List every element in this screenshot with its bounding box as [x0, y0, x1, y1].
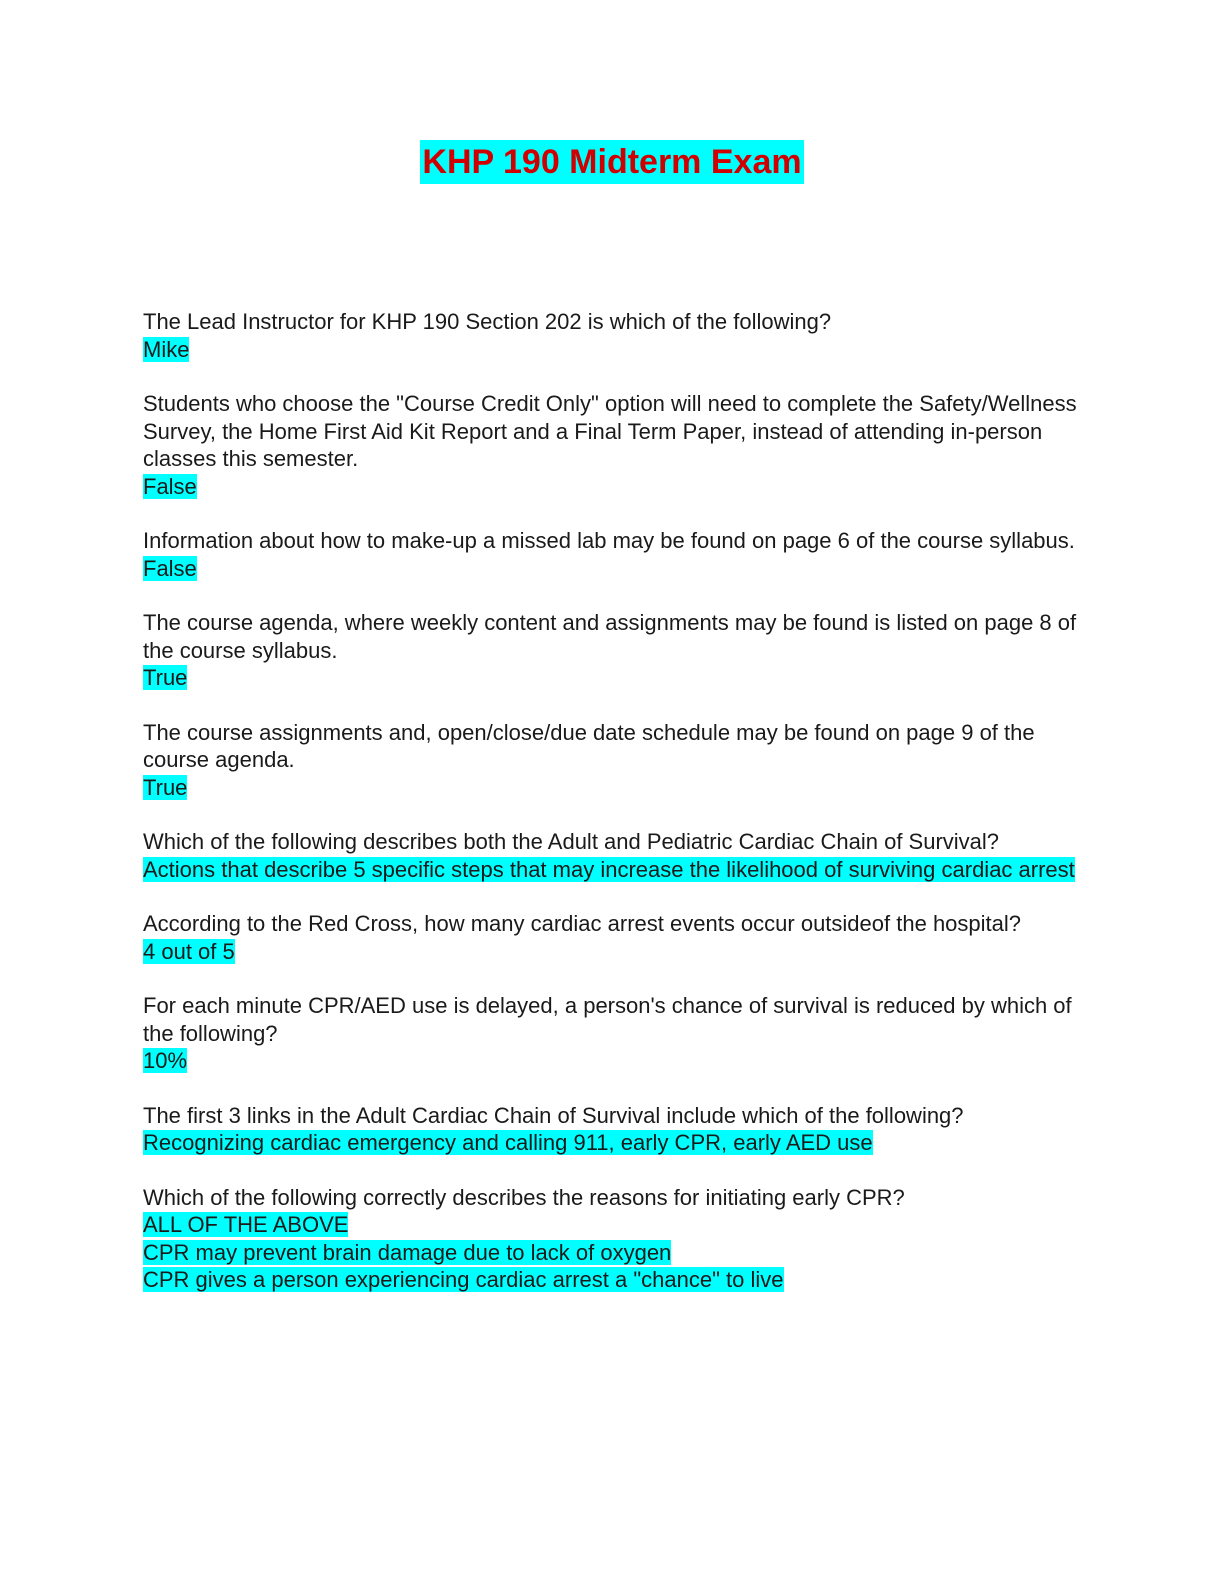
question-text: According to the Red Cross, how many cardiac arrest events occur outsideof the hospital?	[143, 911, 1022, 936]
question-text: The first 3 links in the Adult Cardiac Chain of Survival include which of the following?	[143, 1102, 964, 1128]
question-text: Which of the following correctly describes the reasons for initiating early CPR?	[143, 1184, 905, 1210]
answer-line	[143, 1047, 1083, 1075]
answer-text: CPR may prevent brain damage due to lack of oxygen	[143, 1239, 672, 1265]
answer-text: False	[143, 555, 197, 581]
qa-item	[143, 910, 1083, 965]
answer-line	[143, 336, 1083, 364]
answer-text: True	[143, 665, 188, 690]
qa-list	[143, 308, 1083, 1321]
question-text: For each minute CPR/AED use is delayed, a person's chance of survival is reduced by which of the following?	[143, 993, 1072, 1046]
answer-line	[143, 664, 1083, 692]
answer-text: True	[143, 774, 188, 800]
question-text: Which of the following describes both the Adult and Pediatric Cardiac Chain of Survival?	[143, 829, 1000, 854]
question-text: Information about how to make-up a missed lab may be found on page 6 of the course syllabus.	[143, 528, 1075, 553]
qa-item	[143, 992, 1083, 1075]
qa-item	[143, 1102, 1083, 1157]
page-title: KHP 190 Midterm Exam	[420, 140, 803, 184]
question-text: The course agenda, where weekly content and assignments may be found is listed on page 8 of the course syllabus.	[143, 610, 1077, 663]
answer-text: 4 out of 5	[143, 938, 235, 964]
qa-item	[143, 828, 1083, 883]
qa-item	[143, 390, 1083, 500]
answer-line	[143, 473, 1083, 501]
question-text: Students who choose the "Course Credit Only" option will need to complete the Safety/Wellness Survey, the Home First Aid Kit Report and a Final Term Paper, instead of attending in-person classes this semester.	[143, 391, 1077, 471]
answer-line	[143, 1211, 1083, 1239]
answer-line	[143, 1239, 1083, 1267]
qa-item	[143, 308, 1083, 363]
answer-text: Mike	[143, 336, 190, 362]
answer-line	[143, 555, 1083, 583]
answer-line	[143, 1129, 1083, 1157]
answer-line	[143, 856, 1083, 884]
answer-text: Actions that describe 5 specific steps that may increase the likelihood of surviving cardiac arrest	[143, 856, 1075, 882]
qa-item	[143, 527, 1083, 582]
answer-text: CPR gives a person experiencing cardiac arrest a "chance" to live	[143, 1267, 784, 1292]
qa-item	[143, 1184, 1083, 1294]
qa-item	[143, 719, 1083, 802]
answer-text: 10%	[143, 1048, 188, 1073]
answer-line	[143, 774, 1083, 802]
question-text: The Lead Instructor for KHP 190 Section 202 is which of the following?	[143, 309, 832, 334]
answer-line	[143, 1266, 1083, 1294]
title-container	[0, 140, 1224, 184]
answer-line	[143, 938, 1083, 966]
answer-text: False	[143, 473, 197, 499]
answer-text: ALL OF THE ABOVE	[143, 1212, 349, 1237]
qa-item	[143, 609, 1083, 692]
question-text: The course assignments and, open/close/due date schedule may be found on page 9 of the course agenda.	[143, 719, 1035, 772]
answer-text: Recognizing cardiac emergency and calling 911, early CPR, early AED use	[143, 1130, 873, 1155]
